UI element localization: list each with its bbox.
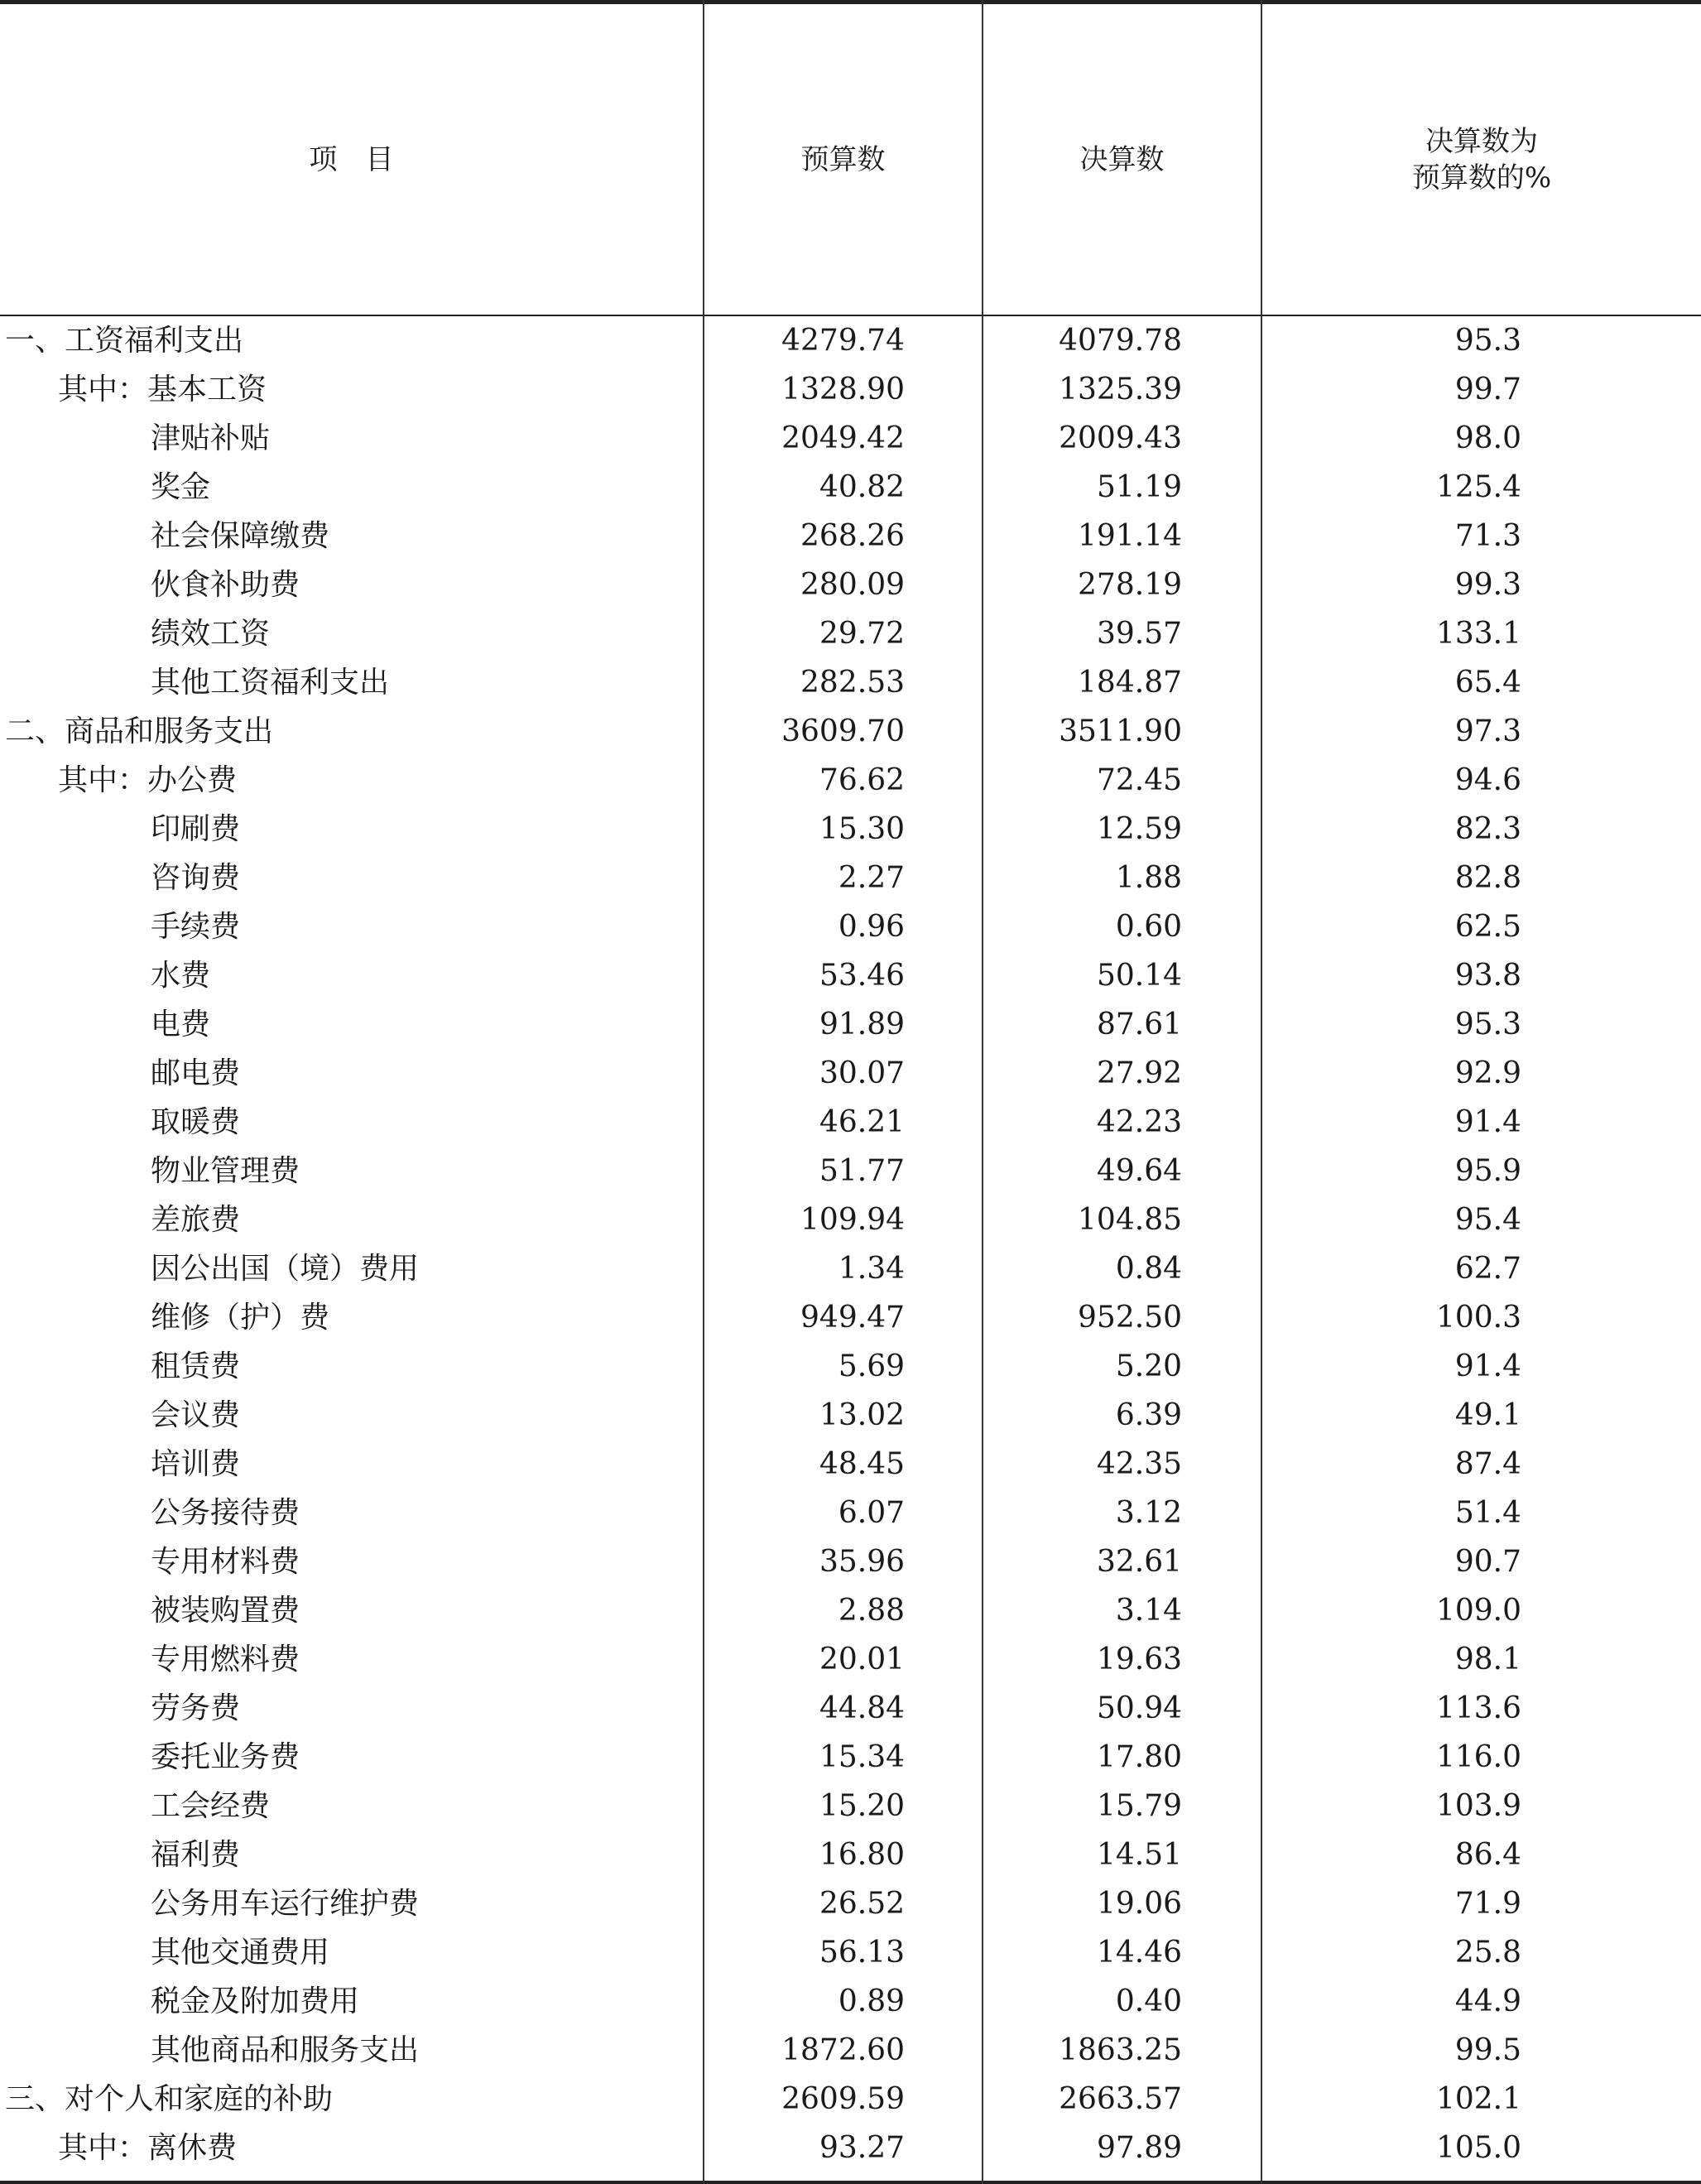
row-final-value: 2009.43 [1059,421,1182,455]
row-budget-value: 76.62 [819,763,905,797]
row-budget-value: 44.84 [819,1691,905,1725]
row-percent-value: 105.0 [1435,2131,1521,2165]
row-final-value: 4079.78 [1059,324,1182,358]
row-item-label: 委托业务费 [151,1740,300,1774]
row-budget-value: 2.27 [838,861,905,895]
row-budget-value: 1.34 [838,1252,905,1286]
table-row [0,512,1701,560]
row-percent-value: 97.3 [1454,714,1521,748]
table-row [0,1391,1701,1440]
table-row [0,1293,1701,1342]
row-item-cell [0,1635,300,1684]
table-row [0,805,1701,854]
table-row [0,707,1701,756]
row-budget-value: 15.20 [819,1789,905,1823]
row-item-cell [0,1586,300,1635]
row-percent-value: 99.5 [1454,2033,1521,2067]
row-item-label: 专用燃料费 [151,1643,300,1676]
row-item-cell [0,805,240,854]
row-percent-value: 103.9 [1435,1789,1521,1823]
row-budget-value: 1872.60 [781,2033,905,2067]
table-row [0,2124,1701,2172]
row-final-value: 1863.25 [1059,2033,1182,2067]
row-budget-value: 949.47 [800,1301,905,1335]
table-row [0,560,1701,609]
table-row [0,316,1701,365]
row-budget-value: 3609.70 [781,714,905,748]
row-item-cell [0,756,237,805]
row-percent-value: 62.5 [1454,910,1521,944]
table-row [0,951,1701,1000]
row-item-cell [0,365,267,414]
row-item-cell [0,1879,419,1928]
row-percent-value: 95.3 [1454,324,1521,358]
row-final-value: 5.20 [1115,1349,1182,1383]
table-bottom-rule [0,2181,1701,2184]
table-row [0,1000,1701,1049]
row-item-label: 专用材料费 [151,1545,300,1579]
row-item-cell [0,1830,240,1879]
row-item-cell [0,1000,210,1049]
header-item [0,4,703,315]
row-item-label: 咨询费 [151,861,241,895]
row-item-cell [0,2124,237,2172]
row-percent-value: 91.4 [1454,1105,1521,1139]
row-percent-value: 109.0 [1435,1594,1521,1628]
row-item-cell [0,2026,419,2075]
row-final-value: 3.12 [1115,1496,1182,1530]
header-budget-label: 预算数 [800,142,886,176]
row-final-value: 51.19 [1096,470,1182,504]
header-budget [704,4,982,315]
row-percent-value: 133.1 [1435,617,1521,651]
row-item-cell [0,1293,329,1342]
row-item-cell [0,609,270,658]
table-row [0,1684,1701,1733]
row-final-value: 104.85 [1078,1203,1182,1237]
row-item-cell [0,560,300,609]
row-percent-value: 99.3 [1454,568,1521,602]
row-budget-value: 46.21 [819,1105,905,1139]
row-budget-value: 2.88 [838,1594,905,1628]
row-budget-value: 2609.59 [781,2082,905,2116]
row-item-label: 公务用车运行维护费 [151,1887,420,1921]
row-item-label: 绩效工资 [151,617,271,651]
row-budget-value: 1328.90 [781,373,905,406]
row-budget-value: 280.09 [800,568,905,602]
row-final-value: 15.79 [1096,1789,1182,1823]
row-percent-value: 98.0 [1454,421,1521,455]
table-row [0,365,1701,414]
row-item-cell [0,1244,419,1293]
row-item-cell [0,2075,333,2124]
row-percent-value: 82.3 [1454,812,1521,846]
row-budget-value: 4279.74 [781,324,905,358]
row-budget-value: 51.77 [819,1154,905,1188]
row-budget-value: 0.96 [838,910,905,944]
row-final-value: 27.92 [1096,1056,1182,1090]
row-budget-value: 15.34 [819,1740,905,1774]
row-item-cell [0,1147,300,1195]
row-item-label: 其他工资福利支出 [151,666,390,700]
row-percent-value: 95.4 [1454,1203,1521,1237]
table-row [0,1977,1701,2026]
row-item-label: 租赁费 [151,1349,241,1383]
row-percent-value: 86.4 [1454,1838,1521,1872]
row-final-value: 42.35 [1096,1447,1182,1481]
row-item-label: 其他商品和服务支出 [151,2033,420,2067]
row-percent-value: 44.9 [1454,1984,1521,2018]
row-final-value: 1325.39 [1059,373,1182,406]
row-percent-value: 93.8 [1454,959,1521,993]
row-final-value: 0.60 [1115,910,1182,944]
table-row [0,1928,1701,1977]
row-budget-value: 282.53 [800,666,905,700]
row-item-label: 物业管理费 [151,1154,300,1188]
row-item-cell [0,902,240,951]
row-percent-value: 125.4 [1435,470,1521,504]
row-budget-value: 40.82 [819,470,905,504]
row-budget-value: 56.13 [819,1936,905,1970]
row-item-cell [0,1928,329,1977]
row-final-value: 2663.57 [1059,2082,1182,2116]
row-final-value: 191.14 [1078,519,1182,553]
row-item-label: 其他交通费用 [151,1936,330,1970]
row-final-value: 72.45 [1096,763,1182,797]
row-item-cell [0,414,270,463]
header-percent [1262,4,1701,315]
row-item-cell [0,1195,240,1244]
row-item-cell [0,854,240,902]
table-row [0,1342,1701,1391]
row-item-label: 伙食补助费 [151,568,300,602]
row-final-value: 3511.90 [1059,714,1182,748]
row-percent-value: 94.6 [1454,763,1521,797]
table-row [0,1586,1701,1635]
row-budget-value: 20.01 [819,1643,905,1676]
row-item-label: 会议费 [151,1398,241,1432]
row-budget-value: 53.46 [819,959,905,993]
row-item-cell [0,1098,240,1147]
row-item-cell [0,707,273,756]
table-row [0,1733,1701,1782]
row-percent-value: 92.9 [1454,1056,1521,1090]
row-item-label: 离休费 [147,2131,238,2165]
row-percent-value: 95.9 [1454,1154,1521,1188]
table-row [0,1879,1701,1928]
row-item-cell [0,951,210,1000]
row-item-cell [0,1440,240,1489]
table-row [0,1049,1701,1098]
header-percent-line2: 预算数的% [1411,161,1552,195]
row-budget-value: 15.30 [819,812,905,846]
row-final-value: 42.23 [1096,1105,1182,1139]
table-row [0,1195,1701,1244]
table-row [0,2075,1701,2124]
row-item-label: 因公出国（境）费用 [151,1252,420,1286]
row-item-label: 基本工资 [147,373,267,406]
row-budget-value: 109.94 [800,1203,905,1237]
row-final-value: 50.14 [1096,959,1182,993]
row-item-label: 水费 [151,959,211,993]
row-item-cell [0,1489,300,1537]
row-item-label: 手续费 [151,910,241,944]
row-budget-value: 0.89 [838,1984,905,2018]
row-percent-value: 113.6 [1435,1691,1521,1725]
row-budget-value: 5.69 [838,1349,905,1383]
row-percent-value: 100.3 [1435,1301,1521,1335]
row-budget-value: 35.96 [819,1545,905,1579]
row-percent-value: 71.3 [1454,519,1521,553]
row-item-label: 税金及附加费用 [151,1984,360,2018]
row-item-label: 二、商品和服务支出 [5,714,274,748]
table-row [0,1244,1701,1293]
row-budget-value: 16.80 [819,1838,905,1872]
row-item-label: 一、工资福利支出 [5,324,244,358]
row-final-value: 0.40 [1115,1984,1182,2018]
row-item-cell [0,1537,300,1586]
row-item-prefix: 其中： [58,373,148,406]
table-row [0,1147,1701,1195]
row-percent-value: 90.7 [1454,1545,1521,1579]
row-budget-value: 268.26 [800,519,905,553]
row-item-label: 办公费 [147,763,238,797]
row-budget-value: 48.45 [819,1447,905,1481]
row-final-value: 32.61 [1096,1545,1182,1579]
header-percent-line1: 决算数为 [1425,124,1538,158]
row-percent-value: 95.3 [1454,1008,1521,1041]
table-row [0,1440,1701,1489]
row-item-label: 电费 [151,1008,211,1041]
table-row [0,463,1701,512]
row-percent-value: 87.4 [1454,1447,1521,1481]
row-percent-value: 71.9 [1454,1887,1521,1921]
row-item-prefix: 其中： [58,763,148,797]
row-final-value: 3.14 [1115,1594,1182,1628]
row-item-label: 差旅费 [151,1203,241,1237]
row-item-cell [0,1391,240,1440]
row-percent-value: 116.0 [1435,1740,1521,1774]
table-row [0,1830,1701,1879]
table-row [0,854,1701,902]
row-item-cell [0,1684,240,1733]
row-budget-value: 29.72 [819,617,905,651]
row-percent-value: 51.4 [1454,1496,1521,1530]
row-item-cell [0,1977,359,2026]
table-row [0,1098,1701,1147]
table-row [0,2026,1701,2075]
row-final-value: 19.63 [1096,1643,1182,1676]
row-final-value: 14.46 [1096,1936,1182,1970]
row-final-value: 87.61 [1096,1008,1182,1041]
row-final-value: 6.39 [1115,1398,1182,1432]
row-item-cell [0,463,210,512]
row-item-label: 培训费 [151,1447,241,1481]
table-row [0,1489,1701,1537]
row-final-value: 0.84 [1115,1252,1182,1286]
row-final-value: 12.59 [1096,812,1182,846]
row-final-value: 50.94 [1096,1691,1182,1725]
row-item-label: 邮电费 [151,1056,241,1090]
row-budget-value: 6.07 [838,1496,905,1530]
row-item-cell [0,512,329,560]
row-final-value: 1.88 [1115,861,1182,895]
row-item-label: 福利费 [151,1838,241,1872]
row-item-label: 津贴补贴 [151,421,271,455]
row-item-cell [0,1049,240,1098]
row-item-label: 奖金 [151,470,211,504]
row-final-value: 17.80 [1096,1740,1182,1774]
table-row [0,756,1701,805]
row-item-cell [0,658,389,707]
table-row [0,1537,1701,1586]
row-percent-value: 49.1 [1454,1398,1521,1432]
row-item-cell [0,1733,300,1782]
row-budget-value: 30.07 [819,1056,905,1090]
row-final-value: 14.51 [1096,1838,1182,1872]
row-item-label: 取暖费 [151,1105,241,1139]
row-item-label: 工会经费 [151,1789,271,1823]
row-percent-value: 102.1 [1435,2082,1521,2116]
header-item-label: 项 目 [309,142,394,176]
row-budget-value: 2049.42 [781,421,905,455]
row-percent-value: 65.4 [1454,666,1521,700]
row-budget-value: 26.52 [819,1887,905,1921]
row-final-value: 49.64 [1096,1154,1182,1188]
table-row [0,609,1701,658]
row-item-label: 社会保障缴费 [151,519,330,553]
row-percent-value: 25.8 [1454,1936,1521,1970]
row-item-label: 劳务费 [151,1691,241,1725]
row-item-label: 公务接待费 [151,1496,300,1530]
row-budget-value: 13.02 [819,1398,905,1432]
row-percent-value: 98.1 [1454,1643,1521,1676]
table-row [0,1782,1701,1830]
row-percent-value: 99.7 [1454,373,1521,406]
row-item-label: 印刷费 [151,812,241,846]
row-final-value: 952.50 [1078,1301,1182,1335]
row-budget-value: 91.89 [819,1008,905,1041]
row-percent-value: 91.4 [1454,1349,1521,1383]
row-item-label: 被装购置费 [151,1594,300,1628]
row-percent-value: 62.7 [1454,1252,1521,1286]
table-row [0,658,1701,707]
row-item-prefix: 其中： [58,2131,148,2165]
row-percent-value: 82.8 [1454,861,1521,895]
table-row [0,1635,1701,1684]
table-row [0,902,1701,951]
row-item-cell [0,316,243,365]
row-final-value: 97.89 [1096,2131,1182,2165]
row-budget-value: 93.27 [819,2131,905,2165]
row-final-value: 184.87 [1078,666,1182,700]
header-final-label: 决算数 [1079,142,1165,176]
row-item-cell [0,1342,240,1391]
table-row [0,414,1701,463]
row-item-label: 三、对个人和家庭的补助 [5,2082,334,2116]
row-item-cell [0,1782,270,1830]
row-final-value: 19.06 [1096,1887,1182,1921]
header-final [983,4,1261,315]
row-final-value: 278.19 [1078,568,1182,602]
row-final-value: 39.57 [1096,617,1182,651]
row-item-label: 维修（护）费 [151,1301,330,1335]
